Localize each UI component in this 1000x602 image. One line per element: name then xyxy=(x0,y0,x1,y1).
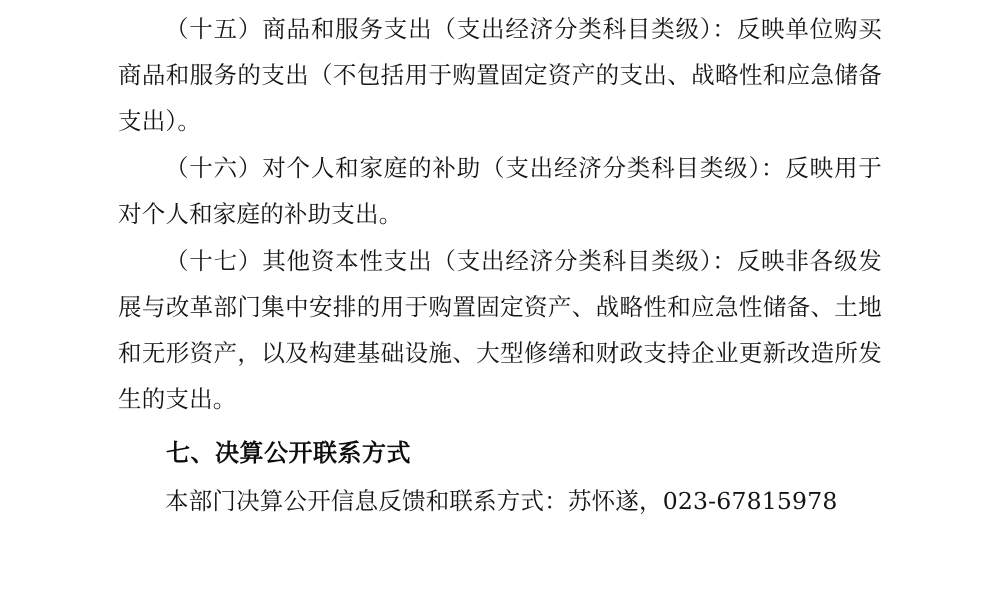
paragraph-item-16: （十六）对个人和家庭的补助（支出经济分类科目类级）：反映用于对个人和家庭的补助支出。 xyxy=(118,154,882,228)
paragraph-item-15: （十五）商品和服务支出（支出经济分类科目类级）：反映单位购买商品和服务的支出（不包括用于购置固定资产的支出、战略性和应急储备支出）。 xyxy=(118,15,882,135)
paragraph-contact-info: 本部门决算公开信息反馈和联系方式：苏怀遂，023-67815978 xyxy=(165,487,838,515)
paragraph-item-17: （十七）其他资本性支出（支出经济分类科目类级）：反映非各级发展与改革部门集中安排的用于购置固定资产、战略性和应急性储备、土地和无形资产，以及构建基础设施、大型修缮和财政支持企业更新改造所发生的支出。 xyxy=(118,247,882,413)
section-heading-contact: 七、决算公开联系方式 xyxy=(166,438,411,467)
